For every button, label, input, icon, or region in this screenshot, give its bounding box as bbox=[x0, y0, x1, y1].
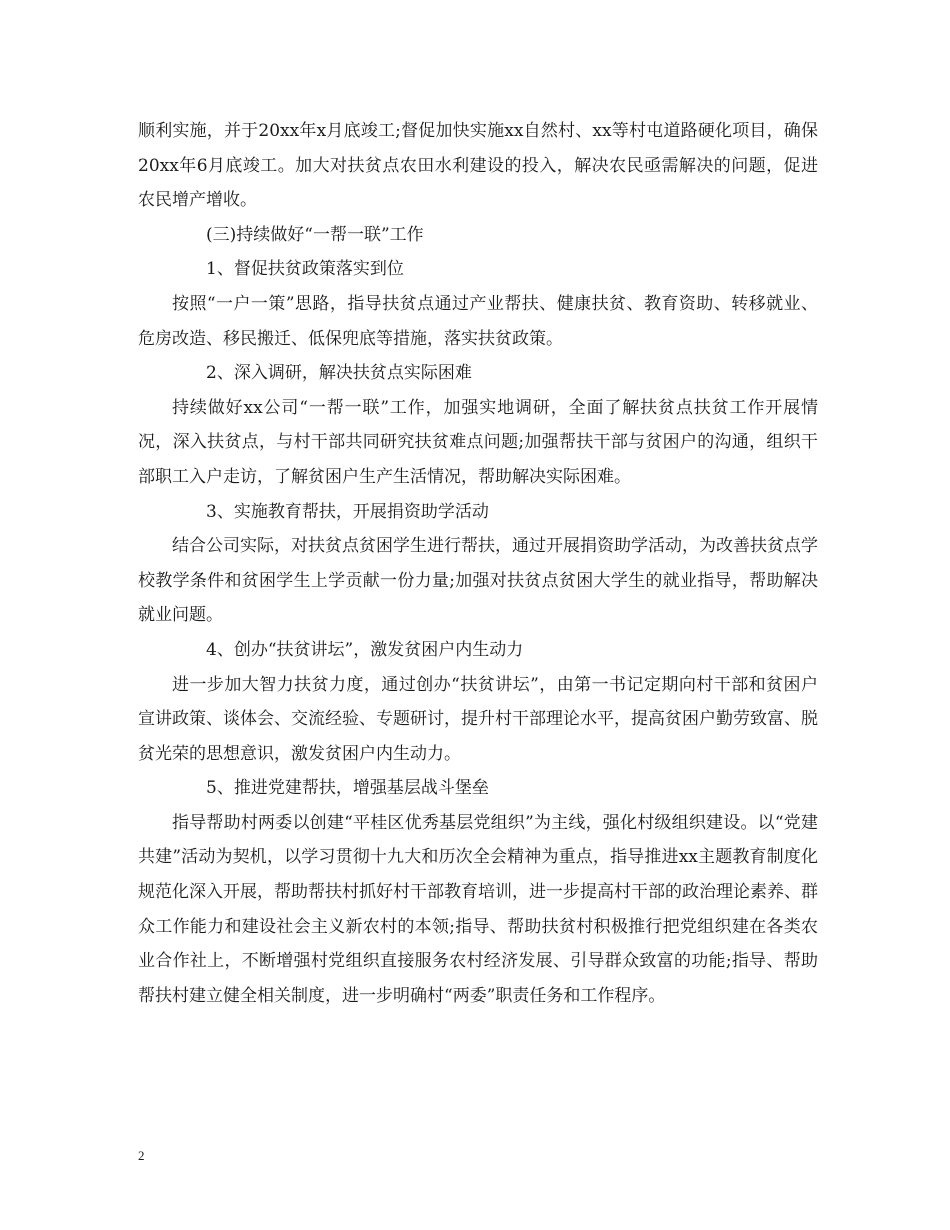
paragraph-1: 按照“一户一策”思路，指导扶贫点通过产业帮扶、健康扶贫、教育资助、转移就业、危房改造、移民搬迁、低保兜底等措施，落实扶贫政策。 bbox=[138, 293, 818, 349]
paragraph-2: 持续做好xx公司“一帮一联”工作，加强实地调研，全面了解扶贫点扶贫工作开展情况，深入扶贫点，与村干部共同研究扶贫难点问题;加强帮扶干部与贫困户的沟通，组织干部职工入户走访，了解贫困户生产生活情况，帮助解决实际困难。 bbox=[138, 397, 818, 487]
subsection-heading-5: 5、推进党建帮扶，增强基层战斗堡垒 bbox=[206, 778, 489, 799]
document-body bbox=[138, 114, 818, 1013]
paragraph-4: 进一步加大智力扶贫力度，通过创办“扶贫讲坛”，由第一书记定期向村干部和贫困户宣讲政策、谈体会、交流经验、专题研讨，提升村干部理论水平，提高贫困户勤劳致富、脱贫光荣的思想意识，激发贫困户内生动力。 bbox=[138, 674, 818, 764]
page-number: 2 bbox=[138, 1148, 145, 1163]
paragraph-5: 指导帮助村两委以创建“平桂区优秀基层党组织”为主线，强化村级组织建设。以“党建共建”活动为契机，以学习贯彻十九大和历次全会精神为重点，指导推进xx主题教育制度化规范化深入开展，帮助帮扶村抓好村干部教育培训，进一步提高村干部的政治理论素养、群众工作能力和建设社会主义新农村的本领;指导、帮助扶贫村积极推行把党组织建在各类农业合作社上，不断增强村党组织直接服务农村经济发展、引导群众致富的功能;指导、帮助帮扶村建立健全相关制度，进一步明确村“两委”职责任务和工作程序。 bbox=[138, 812, 818, 1006]
subsection-heading-4: 4、创办“扶贫讲坛”，激发贫困户内生动力 bbox=[206, 639, 524, 660]
subsection-heading-1: 1、督促扶贫政策落实到位 bbox=[206, 259, 404, 280]
paragraph-3: 结合公司实际，对扶贫点贫困学生进行帮扶，通过开展捐资助学活动，为改善扶贫点学校教学条件和贫困学生上学贡献一份力量;加强对扶贫点贫困大学生的就业指导，帮助解决就业问题。 bbox=[138, 536, 818, 626]
subsection-heading-2: 2、深入调研，解决扶贫点实际困难 bbox=[206, 363, 472, 384]
continuation-paragraph: 顺利实施，并于20xx年x月底竣工;督促加快实施xx自然村、xx等村屯道路硬化项目，确保20xx年6月底竣工。加大对扶贫点农田水利建设的投入，解决农民亟需解决的问题，促进农民增产增收。 bbox=[138, 121, 818, 211]
section-heading: (三)持续做好“一帮一联”工作 bbox=[206, 224, 424, 245]
subsection-heading-3: 3、实施教育帮扶，开展捐资助学活动 bbox=[206, 501, 489, 522]
